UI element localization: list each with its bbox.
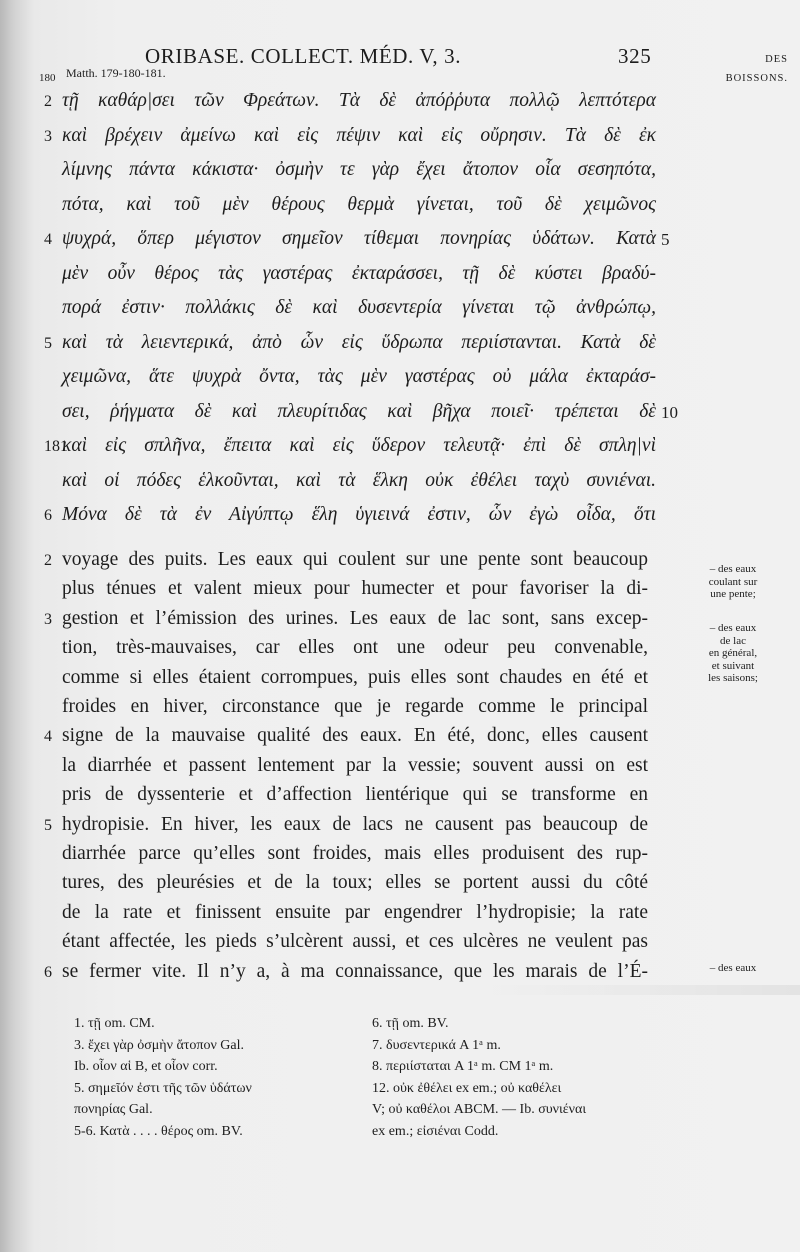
greek-line-number: 6	[44, 507, 52, 524]
french-line: se fermer vite. Il n’y a, à ma connaissance, que les marais de l’É-	[62, 960, 648, 982]
french-line: comme si elles étaient corrompues, puis elles sont chaudes en été et	[62, 666, 648, 688]
footnote-line: V; οὐ καθέλοι ABCM. — Ib. συνιέναι	[372, 1102, 587, 1117]
greek-line: μὲν οὖν θέρος τὰς γαστέρας ἐκταράσσει, τῇ δὲ κύστει βραδύ-	[62, 262, 656, 284]
greek-line: καὶ τὰ λειεντερικά, ἀπὸ ὧν εἰς ὕδρωπα περιίστανται. Κατὰ δὲ	[62, 331, 656, 353]
greek-line-number: 4	[44, 231, 52, 248]
footnote-line: Ib. οἷον αἱ B, et οἷον corr.	[74, 1059, 218, 1074]
greek-line-number: 181	[44, 438, 68, 455]
greek-line: καὶ οἱ πόδες ἑλκοῦνται, καὶ τὰ ἕλκη οὐκ ἐθέλει ταχὺ συνιέναι.	[62, 469, 656, 491]
french-line-number: 4	[44, 728, 52, 746]
french-line: froides en hiver, circonstance que je regarde comme le principal	[62, 696, 648, 717]
greek-line: χειμῶνα, ἅτε ψυχρὰ ὄντα, τὰς μὲν γαστέρας οὐ μάλα ἐκταράσ-	[62, 366, 656, 387]
greek-line: λίμνης πάντα κάκιστα· ὀσμὴν τε γὰρ ἔχει ἄτοπον οἷα σεσηπότα,	[62, 159, 656, 180]
greek-line-number: 3	[44, 127, 52, 145]
footnote-line: 6. τῇ om. BV.	[372, 1016, 449, 1031]
greek-line: ψυχρά, ὅπερ μέγιστον σημεῖον τίθεμαι πονηρίας ὑδάτων. Κατὰ	[62, 228, 656, 249]
french-line: étant affectée, les pieds s’ulcèrent aussi, et ces ulcères ne veulent pas	[62, 931, 648, 953]
french-line: plus ténues et valent mieux pour humecter et pour favoriser la di-	[62, 578, 648, 600]
running-title: ORIBASE. COLLECT. MÉD. V, 3.	[145, 44, 462, 68]
source-reference: Matth. 179-180-181.	[66, 66, 166, 80]
footnote-line: ex em.; εἰσιέναι Codd.	[372, 1123, 499, 1139]
side-note: – des eaux de lac en général, et suivant les saisons;	[708, 622, 758, 684]
french-line: la diarrhée et passent lentement par la vessie; souvent aussi on est	[62, 754, 648, 776]
greek-line: πορά ἐστιν· πολλάκις δὲ καὶ δυσεντερία γίνεται τῷ ἀνθρώπῳ,	[62, 297, 656, 318]
side-note: – des eaux coulant sur une pente;	[708, 563, 758, 600]
footnote-line: 3. ἔχει γὰρ ὀσμὴν ἄτοπον Gal.	[74, 1037, 245, 1053]
greek-line-number: 2	[44, 93, 52, 110]
french-line-number: 5	[44, 816, 52, 834]
french-line: de la rate et finissent ensuite par engendrer l’hydropisie; la rate	[62, 901, 648, 923]
side-note: – des eaux	[709, 962, 757, 974]
french-line-number: 2	[44, 552, 52, 569]
footnote-line: 7. δυσεντερικά A 1ᵃ m.	[372, 1037, 501, 1053]
greek-line: Μόνα δὲ τὰ ἐν Αἰγύπτῳ ἕλη ὑγιεινά ἐστιν, ὧν ἐγὼ οἶδα, ὅτι	[62, 504, 656, 525]
greek-line: σει, ῥήγματα δὲ καὶ πλευρίτιδας καὶ βῆχα ποιεῖ· τρέπεται δὲ	[62, 400, 656, 422]
footnote-line: 1. τῇ om. CM.	[74, 1016, 155, 1031]
margin-topic: DES BOISSONS.	[725, 54, 788, 84]
greek-line: τῇ καθάρ|σει τῶν Φρεάτων. Τὰ δὲ ἀπόῤῥυτα πολλῷ λεπτότερα	[62, 90, 656, 111]
ref-page-left: 180	[39, 72, 56, 84]
greek-line-number: 5	[44, 334, 52, 352]
french-line: pris de dyssenterie et d’affection lientérique qui se transforme en	[62, 784, 648, 806]
french-line-number: 6	[44, 963, 52, 981]
french-line: gestion et l’émission des urines. Les eaux de lac sont, sans excep-	[62, 607, 648, 629]
greek-right-line-number: 5	[661, 230, 670, 249]
greek-line: καὶ εἰς σπλῆνα, ἔπειτα καὶ εἰς ὕδερον τελευτᾷ· ἐπὶ δὲ σπλη|νὶ	[62, 435, 656, 456]
french-line: diarrhée parce qu’elles sont froides, mais elles produisent des rup-	[62, 843, 648, 864]
footnote-line: 5. σημεῖόν ἐστι τῆς τῶν ὑδάτων	[74, 1080, 252, 1096]
page-number: 325	[618, 44, 652, 68]
footnote-line: πονηρίας Gal.	[74, 1102, 153, 1117]
footnote-line: 5-6. Κατὰ . . . . θέρος om. BV.	[74, 1123, 243, 1139]
french-line: voyage des puits. Les eaux qui coulent sur une pente sont beaucoup	[62, 549, 648, 570]
greek-line: πότα, καὶ τοῦ μὲν θέρους θερμὰ γίνεται, τοῦ δὲ χειμῶνος	[62, 193, 656, 215]
french-line: tures, des pleurésies et de la toux; elles se portent aussi du côté	[62, 872, 648, 894]
greek-line: καὶ βρέχειν ἀμείνω καὶ εἰς πέψιν καὶ εἰς οὔρησιν. Τὰ δὲ ἐκ	[62, 124, 656, 146]
french-line: hydropisie. En hiver, les eaux de lacs ne causent pas beaucoup de	[62, 813, 648, 835]
footnote-line: 8. περιίσταται A 1ᵃ m. CM 1ᵃ m.	[372, 1059, 554, 1074]
french-line: signe de la mauvaise qualité des eaux. En été, donc, elles causent	[62, 725, 648, 747]
greek-right-line-number: 10	[661, 402, 678, 422]
footnote-line: 12. οὐκ ἐθέλει ex em.; οὐ καθέλει	[372, 1080, 562, 1096]
french-line: tion, très-mauvaises, car elles ont une odeur peu convenable,	[62, 637, 648, 659]
page-shadow	[480, 985, 800, 995]
french-line-number: 3	[44, 610, 52, 628]
